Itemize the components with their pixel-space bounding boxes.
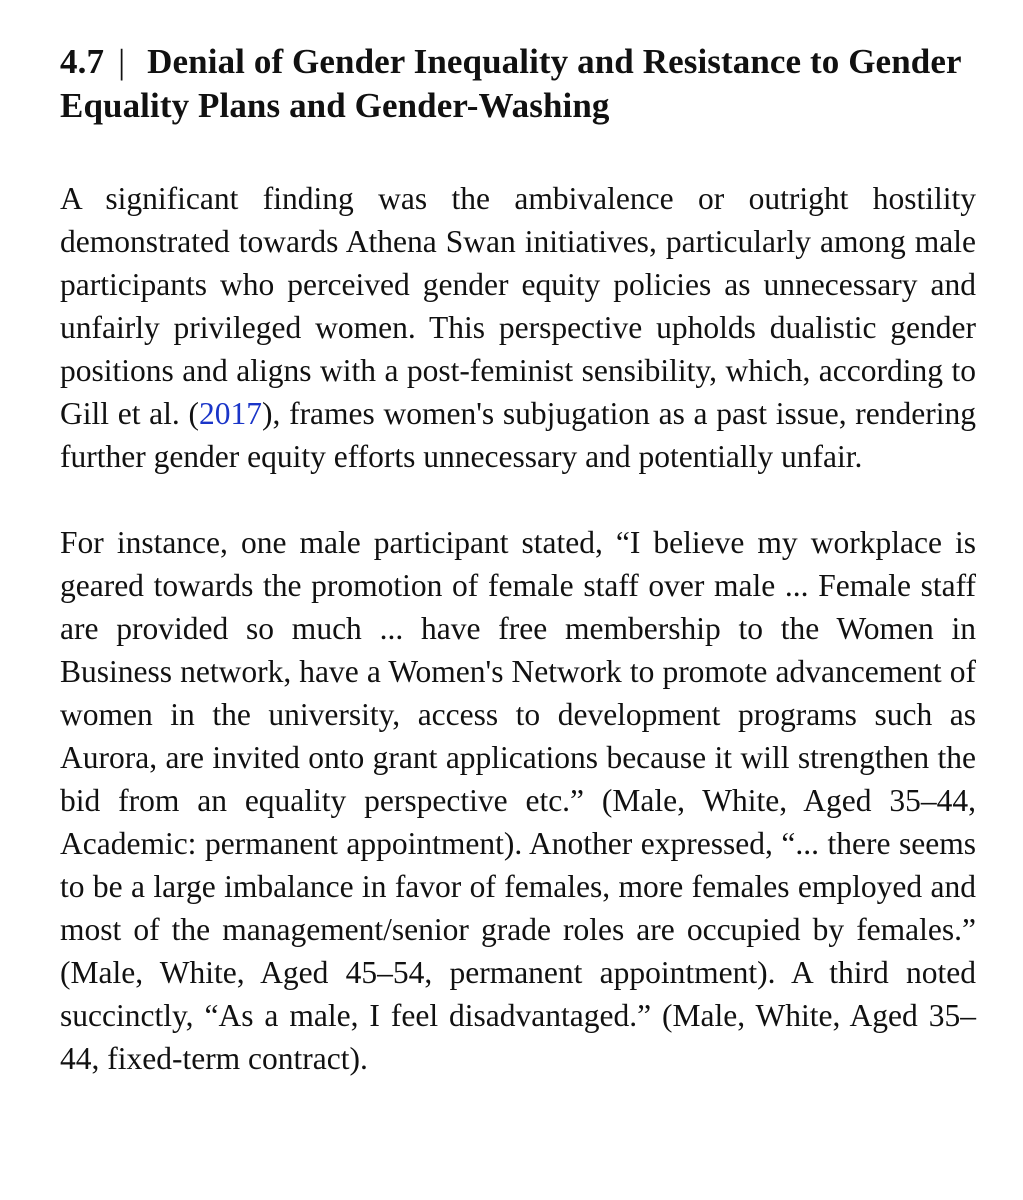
paragraph-1-text-start: A significant finding was the ambivalence or outright hostility demonstrated towards Athena Swan initiatives, particularly among male participants who perceived gender equity policies as unnecessary and unfairly privileged women. This perspective upholds dualistic gender positions and aligns with a post-feminist sensibility, which, according to Gill et al. ( (60, 181, 976, 431)
citation-link[interactable]: 2017 (199, 396, 262, 431)
section-number: 4.7 (60, 42, 105, 81)
article-page (60, 40, 976, 1080)
body-paragraph-2: For instance, one male participant stated, “I believe my workplace is geared towards the promotion of female staff over male ... Female staff are provided so much ... have free membership to the Women in Business network, have a Women's Network to promote advancement of women in the university, access to development programs such as Aurora, are invited onto grant applications because it will strengthen the bid from an equality perspective etc.” (Male, White, Aged 35–44, Academic: permanent appointment). Another expressed, “... there seems to be a large imbalance in favor of females, more females employed and most of the management/senior grade roles are occupied by females.” (Male, White, Aged 45–54, permanent appointment). A third noted succinctly, “As a male, I feel disadvantaged.” (Male, White, Aged 35–44, fixed-term contract). (60, 525, 976, 1076)
section-separator: | (118, 42, 126, 81)
paragraph-1-text-end: ), frames women's subjugation as a past issue, rendering further gender equity efforts unnecessary and potentially unfair. (60, 396, 976, 474)
section-heading (60, 40, 976, 128)
section-title: Denial of Gender Inequality and Resistance to Gender Equality Plans and Gender-Washing (60, 42, 961, 125)
body-paragraph-1 (60, 177, 976, 478)
